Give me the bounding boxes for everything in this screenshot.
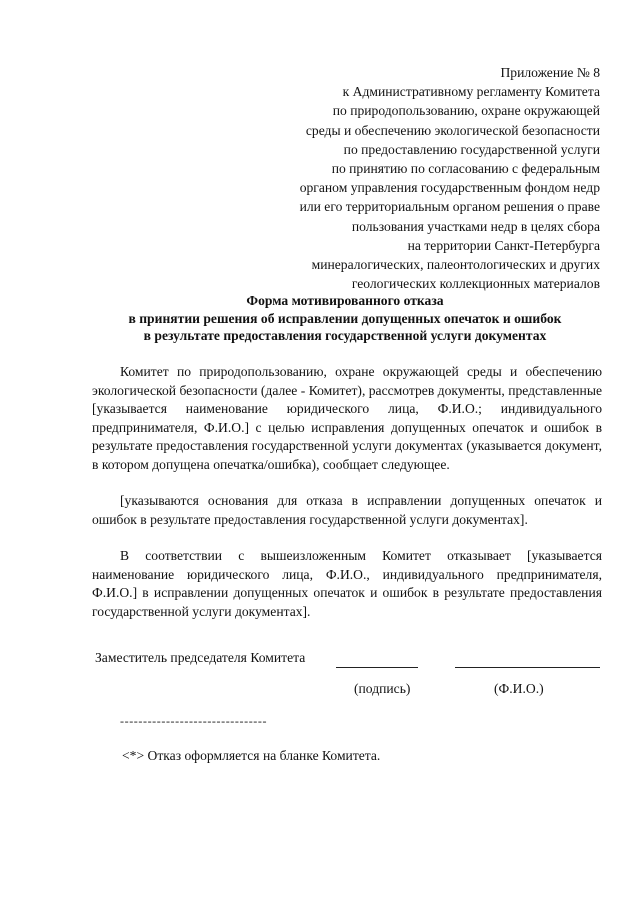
appendix-line: геологических коллекционных материалов bbox=[351, 276, 600, 292]
title-line: Форма мотивированного отказа bbox=[246, 293, 444, 308]
name-line bbox=[455, 667, 600, 668]
appendix-line: по принятию по согласованию с федеральным bbox=[331, 161, 600, 177]
appendix-line: среды и обеспечению экологической безопасности bbox=[305, 122, 600, 138]
appendix-line: или его территориальным органом решения о праве bbox=[299, 199, 600, 215]
signature-caption: (подпись) bbox=[354, 681, 411, 696]
body-paragraph-2: [указываются основания для отказа в исправлении допущенных опечаток и ошибок в результате предоставления государственной услуги документах]. bbox=[92, 493, 602, 527]
appendix-line: Приложение № 8 bbox=[500, 65, 600, 80]
name-caption: (Ф.И.О.) bbox=[494, 681, 544, 696]
appendix-line: минералогических, палеонтологических и других bbox=[311, 257, 600, 273]
body-paragraph-1: Комитет по природопользованию, охране окружающей среды и обеспечению экологической безопасности (далее - Комитет), рассмотрев документы, представленные [указывается наименование юридического лица, Ф.И.О.; индивидуального предпринимателя, Ф.И.О.] с целью исправления допущенных опечаток и ошибок в результате предоставления государственной услуги документах (указывается документ, в котором допущена опечатка/ошибка), сообщает следующее. bbox=[92, 364, 602, 472]
appendix-header bbox=[300, 63, 600, 293]
appendix-line: органом управления государственным фондом недр bbox=[299, 180, 600, 196]
signer-position: Заместитель председателя Комитета bbox=[95, 650, 306, 665]
footnote-separator: -------------------------------- bbox=[120, 714, 268, 728]
document-body bbox=[92, 363, 602, 621]
document-title bbox=[60, 292, 630, 345]
body-paragraph-3: В соответствии с вышеизложенным Комитет отказывает [указывается наименование юридического лица, Ф.И.О., индивидуального предпринимателя, Ф.И.О.] в исправлении допущенных опечаток и ошибок в результате предоставления государственной услуги документах]. bbox=[92, 548, 602, 619]
appendix-line: по природопользованию, охране окружающей bbox=[332, 103, 600, 119]
footnote-text: <*> Отказ оформляется на бланке Комитета. bbox=[122, 748, 381, 763]
title-line: в принятии решения об исправлении допущенных опечаток и ошибок bbox=[128, 310, 562, 326]
appendix-line: к Административному регламенту Комитета bbox=[342, 84, 600, 100]
appendix-line: пользования участками недр в целях сбора bbox=[351, 218, 600, 234]
appendix-line: на территории Санкт-Петербурга bbox=[407, 237, 600, 253]
signature-line bbox=[336, 667, 418, 668]
appendix-line: по предоставлению государственной услуги bbox=[343, 141, 600, 157]
title-line: в результате предоставления государственной услуги документах bbox=[143, 328, 547, 343]
